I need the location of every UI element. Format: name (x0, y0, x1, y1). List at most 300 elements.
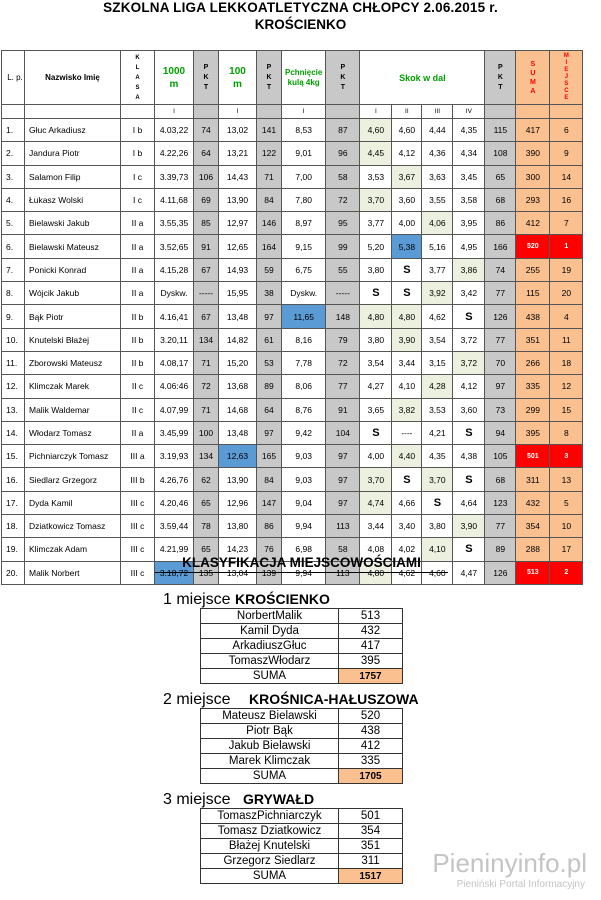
row-jump-2: 4,10 (392, 375, 422, 398)
row-jump-4: 3,90 (453, 515, 485, 538)
row-name: Bielawski Jakub (25, 212, 121, 235)
row-jump-4: 4,34 (453, 142, 485, 165)
place-2-table (200, 708, 403, 784)
group-sum-row (201, 869, 403, 884)
row-shot: 9,94 (282, 515, 326, 538)
row-100m: 14,93 (219, 258, 257, 281)
row-pkt-shot: 79 (326, 328, 360, 351)
row-100m: 13,90 (219, 468, 257, 491)
row-lp: 1. (2, 119, 25, 142)
row-name: Siedlarz Grzegorz (25, 468, 121, 491)
col-header-name: Nazwisko Imię (25, 51, 121, 105)
row-pkt-shot: 55 (326, 258, 360, 281)
group-member-row (201, 639, 403, 654)
row-jump-3: 3,70 (422, 468, 453, 491)
place-1-town: KROŚCIENKO (235, 591, 330, 607)
row-pkt-100: 53 (257, 351, 282, 374)
group-member-row (201, 709, 403, 724)
row-place: 15 (550, 398, 583, 421)
row-pkt-100: 71 (257, 165, 282, 188)
row-suma: 354 (516, 515, 550, 538)
member-score: 432 (339, 624, 403, 639)
row-pkt-jump: 105 (485, 445, 516, 468)
row-jump-4: 3,45 (453, 165, 485, 188)
row-jump-2: 4,40 (392, 445, 422, 468)
row-name: Ponicki Konrad (25, 258, 121, 281)
row-pkt-100: 84 (257, 468, 282, 491)
group-member-row (201, 724, 403, 739)
row-shot: 9,15 (282, 235, 326, 258)
col-header-long-jump: Skok w dal (360, 51, 485, 105)
row-jump-4: 4,95 (453, 235, 485, 258)
sum-label: SUMA (201, 669, 339, 684)
member-name: Mateusz Bielawski (201, 709, 339, 724)
row-jump-3: 3,54 (422, 328, 453, 351)
classification-title: KLASYFIKACJA MIEJSCOWOŚCIAMI (155, 555, 448, 573)
sum-value: 1517 (339, 869, 403, 884)
member-score: 395 (339, 654, 403, 669)
table-row (2, 468, 583, 491)
row-name: Włodarz Tomasz (25, 421, 121, 444)
row-jump-1: S (360, 421, 392, 444)
member-name: Błażej Knutelski (201, 839, 339, 854)
row-name: Salamon Filip (25, 165, 121, 188)
row-jump-1: 4,80 (360, 305, 392, 328)
row-lp: 19. (2, 538, 25, 561)
row-jump-3: 3,15 (422, 351, 453, 374)
row-pkt-jump: 68 (485, 468, 516, 491)
row-pkt-jump: 74 (485, 258, 516, 281)
row-pkt-1000: 67 (194, 305, 219, 328)
row-jump-2: 4,00 (392, 212, 422, 235)
row-shot: 7,00 (282, 165, 326, 188)
row-name: Zborowski Mateusz (25, 351, 121, 374)
row-lp: 7. (2, 258, 25, 281)
row-lp: 5. (2, 212, 25, 235)
row-jump-4: 3,42 (453, 282, 485, 305)
row-jump-1: 3,80 (360, 258, 392, 281)
col-header-suma: S U M A (516, 51, 550, 105)
row-1000m: 4.15,28 (155, 258, 194, 281)
row-jump-3: 3,55 (422, 188, 453, 211)
row-jump-3: 4,62 (422, 305, 453, 328)
row-jump-3: 3,77 (422, 258, 453, 281)
table-row (2, 421, 583, 444)
row-100m: 14,68 (219, 398, 257, 421)
row-klasa: III a (121, 445, 155, 468)
row-pkt-1000: 71 (194, 398, 219, 421)
row-100m: 12,63 (219, 445, 257, 468)
table-row (2, 445, 583, 468)
sub-header-jump-2: II (392, 105, 422, 119)
member-score: 501 (339, 809, 403, 824)
row-suma: 520 (516, 235, 550, 258)
row-100m: 13,04 (219, 561, 257, 584)
group-member-row (201, 854, 403, 869)
row-place: 12 (550, 375, 583, 398)
member-score: 520 (339, 709, 403, 724)
row-jump-1: 5,20 (360, 235, 392, 258)
member-name: Kamil Dyda (201, 624, 339, 639)
sum-label: SUMA (201, 769, 339, 784)
row-pkt-1000: 134 (194, 445, 219, 468)
row-jump-1: 4,08 (360, 538, 392, 561)
row-pkt-jump: 73 (485, 398, 516, 421)
row-jump-4: S (453, 468, 485, 491)
row-lp: 4. (2, 188, 25, 211)
row-1000m: 4.11,68 (155, 188, 194, 211)
row-pkt-1000: 65 (194, 491, 219, 514)
row-100m: 15,95 (219, 282, 257, 305)
row-jump-3: 3,53 (422, 398, 453, 421)
row-jump-4: S (453, 538, 485, 561)
row-jump-3: 4,28 (422, 375, 453, 398)
table-row (2, 212, 583, 235)
row-jump-4: 3,86 (453, 258, 485, 281)
row-100m: 14,43 (219, 165, 257, 188)
table-row (2, 491, 583, 514)
row-pkt-shot: ----- (326, 282, 360, 305)
row-suma: 351 (516, 328, 550, 351)
place-1-header (163, 591, 330, 609)
member-name: NorbertMalik (201, 609, 339, 624)
table-row (2, 119, 583, 142)
row-klasa: II b (121, 305, 155, 328)
place-2-town: KROŚNICA-HAŁUSZOWA (249, 691, 419, 707)
group-member-row (201, 624, 403, 639)
row-jump-4: 3,60 (453, 398, 485, 421)
row-name: Klimczak Adam (25, 538, 121, 561)
place-3-town: GRYWAŁD (243, 791, 315, 807)
row-klasa: III c (121, 561, 155, 584)
row-100m: 13,80 (219, 515, 257, 538)
row-klasa: II a (121, 212, 155, 235)
group-member-row (201, 754, 403, 769)
sub-header-jump-1: I (360, 105, 392, 119)
member-score: 438 (339, 724, 403, 739)
row-jump-1: 3,54 (360, 351, 392, 374)
row-name: Głuc Arkadiusz (25, 119, 121, 142)
row-pkt-1000: 71 (194, 351, 219, 374)
row-suma: 335 (516, 375, 550, 398)
row-place: 3 (550, 445, 583, 468)
row-suma: 501 (516, 445, 550, 468)
row-pkt-shot: 96 (326, 142, 360, 165)
row-shot: 6,75 (282, 258, 326, 281)
sub-header-jump-3: III (422, 105, 453, 119)
row-jump-3: S (422, 491, 453, 514)
row-pkt-jump: 65 (485, 165, 516, 188)
row-1000m: 4.20,46 (155, 491, 194, 514)
row-pkt-100: 89 (257, 375, 282, 398)
row-jump-2: 5,38 (392, 235, 422, 258)
row-jump-4: 4,47 (453, 561, 485, 584)
row-shot: 9,94 (282, 561, 326, 584)
member-name: Piotr Bąk (201, 724, 339, 739)
row-place: 16 (550, 188, 583, 211)
row-place: 1 (550, 235, 583, 258)
row-shot: 8,97 (282, 212, 326, 235)
row-jump-2: 3,40 (392, 515, 422, 538)
row-shot: 7,78 (282, 351, 326, 374)
row-pkt-100: 147 (257, 491, 282, 514)
row-shot: 8,76 (282, 398, 326, 421)
place-1-table (200, 608, 403, 684)
row-shot: 9,03 (282, 468, 326, 491)
group-sum-row (201, 669, 403, 684)
row-1000m: 3.20,11 (155, 328, 194, 351)
row-1000m: 4.22,26 (155, 142, 194, 165)
row-jump-3: 3,80 (422, 515, 453, 538)
row-klasa: I c (121, 165, 155, 188)
row-1000m: 3.55,35 (155, 212, 194, 235)
group-member-row (201, 839, 403, 854)
row-pkt-100: 64 (257, 398, 282, 421)
member-name: TomaszWłodarz (201, 654, 339, 669)
table-row (2, 258, 583, 281)
row-pkt-1000: ----- (194, 282, 219, 305)
table-row (2, 188, 583, 211)
row-pkt-jump: 70 (485, 351, 516, 374)
row-name: Malik Norbert (25, 561, 121, 584)
watermark-tagline: Pieniński Portal Informacyjny (456, 879, 585, 890)
table-row (2, 398, 583, 421)
row-place: 17 (550, 538, 583, 561)
row-place: 6 (550, 119, 583, 142)
row-klasa: I b (121, 142, 155, 165)
member-name: Jakub Bielawski (201, 739, 339, 754)
row-pkt-1000: 100 (194, 421, 219, 444)
row-pkt-jump: 68 (485, 188, 516, 211)
row-klasa: I b (121, 119, 155, 142)
table-row (2, 515, 583, 538)
row-lp: 14. (2, 421, 25, 444)
row-jump-4: 3,72 (453, 351, 485, 374)
row-klasa: II b (121, 351, 155, 374)
row-lp: 17. (2, 491, 25, 514)
sub-header-1000: I (155, 105, 194, 119)
member-name: ArkadiuszGłuc (201, 639, 339, 654)
col-header-100m: 100 m (219, 51, 257, 105)
table-row (2, 282, 583, 305)
row-1000m: 3.59,44 (155, 515, 194, 538)
row-place: 9 (550, 142, 583, 165)
row-name: Łukasz Wolski (25, 188, 121, 211)
member-name: Tomasz Dziatkowicz (201, 824, 339, 839)
row-suma: 395 (516, 421, 550, 444)
row-1000m: 3.52,65 (155, 235, 194, 258)
row-lp: 13. (2, 398, 25, 421)
member-name: TomaszPichniarczyk (201, 809, 339, 824)
row-lp: 6. (2, 235, 25, 258)
row-jump-2: 3,90 (392, 328, 422, 351)
place-2-label: 2 miejsce (163, 691, 231, 708)
place-1-label: 1 miejsce (163, 591, 231, 608)
row-jump-3: 3,92 (422, 282, 453, 305)
row-pkt-1000: 134 (194, 328, 219, 351)
row-jump-2: 3,44 (392, 351, 422, 374)
group-member-row (201, 654, 403, 669)
row-jump-4: 4,35 (453, 119, 485, 142)
row-suma: 412 (516, 212, 550, 235)
row-jump-3: 4,10 (422, 538, 453, 561)
row-pkt-shot: 97 (326, 491, 360, 514)
member-score: 311 (339, 854, 403, 869)
place-3-label: 3 miejsce (163, 791, 231, 808)
row-place: 19 (550, 258, 583, 281)
row-jump-4: S (453, 305, 485, 328)
row-jump-1: 3,70 (360, 188, 392, 211)
row-klasa: III c (121, 538, 155, 561)
row-1000m: 3.19,93 (155, 445, 194, 468)
row-lp: 11. (2, 351, 25, 374)
row-1000m: 4.06:46 (155, 375, 194, 398)
row-jump-4: S (453, 421, 485, 444)
row-pkt-shot: 97 (326, 468, 360, 491)
row-pkt-jump: 77 (485, 328, 516, 351)
row-1000m: 4.26,76 (155, 468, 194, 491)
row-pkt-100: 97 (257, 305, 282, 328)
row-jump-1: S (360, 282, 392, 305)
row-klasa: I c (121, 188, 155, 211)
row-lp: 12. (2, 375, 25, 398)
row-lp: 15. (2, 445, 25, 468)
member-score: 354 (339, 824, 403, 839)
row-jump-2: 3,82 (392, 398, 422, 421)
row-100m: 12,97 (219, 212, 257, 235)
row-suma: 417 (516, 119, 550, 142)
member-score: 417 (339, 639, 403, 654)
row-pkt-jump: 77 (485, 282, 516, 305)
row-jump-1: 4,60 (360, 119, 392, 142)
row-name: Dziatkowicz Tomasz (25, 515, 121, 538)
row-shot: 8,06 (282, 375, 326, 398)
row-1000m: 3.39,73 (155, 165, 194, 188)
row-jump-4: 3,72 (453, 328, 485, 351)
row-jump-3: 4,06 (422, 212, 453, 235)
row-suma: 115 (516, 282, 550, 305)
row-place: 11 (550, 328, 583, 351)
row-klasa: II c (121, 398, 155, 421)
row-jump-3: 4,35 (422, 445, 453, 468)
row-suma: 432 (516, 491, 550, 514)
row-jump-2: 4,12 (392, 142, 422, 165)
row-place: 20 (550, 282, 583, 305)
row-klasa: II c (121, 375, 155, 398)
row-pkt-100: 164 (257, 235, 282, 258)
row-shot: 8,16 (282, 328, 326, 351)
row-pkt-100: 61 (257, 328, 282, 351)
row-pkt-shot: 77 (326, 375, 360, 398)
row-place: 7 (550, 212, 583, 235)
row-suma: 255 (516, 258, 550, 281)
row-100m: 13,21 (219, 142, 257, 165)
row-place: 14 (550, 165, 583, 188)
row-name: Klimczak Marek (25, 375, 121, 398)
col-header-shot: Pchnięcie kulą 4kg (282, 51, 326, 105)
row-pkt-shot: 113 (326, 515, 360, 538)
row-pkt-1000: 62 (194, 468, 219, 491)
group-member-row (201, 739, 403, 754)
sum-value: 1705 (339, 769, 403, 784)
row-pkt-100: 97 (257, 421, 282, 444)
row-jump-1: 3,65 (360, 398, 392, 421)
row-pkt-100: 165 (257, 445, 282, 468)
row-pkt-1000: 72 (194, 375, 219, 398)
row-suma: 266 (516, 351, 550, 374)
row-suma: 288 (516, 538, 550, 561)
row-pkt-1000: 78 (194, 515, 219, 538)
row-klasa: III c (121, 515, 155, 538)
row-100m: 12,65 (219, 235, 257, 258)
table-row (2, 165, 583, 188)
sum-value: 1757 (339, 669, 403, 684)
row-suma: 311 (516, 468, 550, 491)
col-header-pkt-1000: P K T (194, 51, 219, 105)
row-1000m: 4.21,99 (155, 538, 194, 561)
place-2-header (163, 691, 419, 709)
row-100m: 14,82 (219, 328, 257, 351)
member-score: 335 (339, 754, 403, 769)
row-place: 8 (550, 421, 583, 444)
row-pkt-shot: 99 (326, 235, 360, 258)
row-pkt-1000: 106 (194, 165, 219, 188)
row-jump-2: 3,60 (392, 188, 422, 211)
row-pkt-jump: 166 (485, 235, 516, 258)
row-lp: 20. (2, 561, 25, 584)
row-name: Bąk Piotr (25, 305, 121, 328)
row-shot: 7,80 (282, 188, 326, 211)
row-place: 13 (550, 468, 583, 491)
row-1000m: 3.18,72 (155, 561, 194, 584)
row-jump-1: 3,80 (360, 328, 392, 351)
row-pkt-shot: 72 (326, 351, 360, 374)
row-pkt-100: 86 (257, 515, 282, 538)
row-jump-2: 4,60 (392, 119, 422, 142)
row-1000m: 4.08,17 (155, 351, 194, 374)
row-pkt-1000: 74 (194, 119, 219, 142)
row-jump-3: 4,36 (422, 142, 453, 165)
row-suma: 293 (516, 188, 550, 211)
row-100m: 13,48 (219, 421, 257, 444)
table-row (2, 328, 583, 351)
row-jump-3: 4,21 (422, 421, 453, 444)
row-jump-1: 4,80 (360, 561, 392, 584)
row-shot: 11,65 (282, 305, 326, 328)
row-100m: 14,23 (219, 538, 257, 561)
row-pkt-shot: 58 (326, 538, 360, 561)
row-1000m: Dyskw. (155, 282, 194, 305)
row-pkt-100: 76 (257, 538, 282, 561)
row-jump-3: 4,60 (422, 561, 453, 584)
col-header-1000m: 1000 m (155, 51, 194, 105)
row-suma: 513 (516, 561, 550, 584)
row-pkt-1000: 85 (194, 212, 219, 235)
row-place: 4 (550, 305, 583, 328)
row-pkt-shot: 97 (326, 445, 360, 468)
results-table (1, 50, 583, 585)
group-member-row (201, 809, 403, 824)
table-row (2, 305, 583, 328)
row-pkt-100: 146 (257, 212, 282, 235)
sub-header-shot: I (282, 105, 326, 119)
row-pkt-100: 122 (257, 142, 282, 165)
row-jump-2: S (392, 468, 422, 491)
member-score: 412 (339, 739, 403, 754)
row-pkt-1000: 69 (194, 188, 219, 211)
row-pkt-jump: 115 (485, 119, 516, 142)
table-row (2, 142, 583, 165)
